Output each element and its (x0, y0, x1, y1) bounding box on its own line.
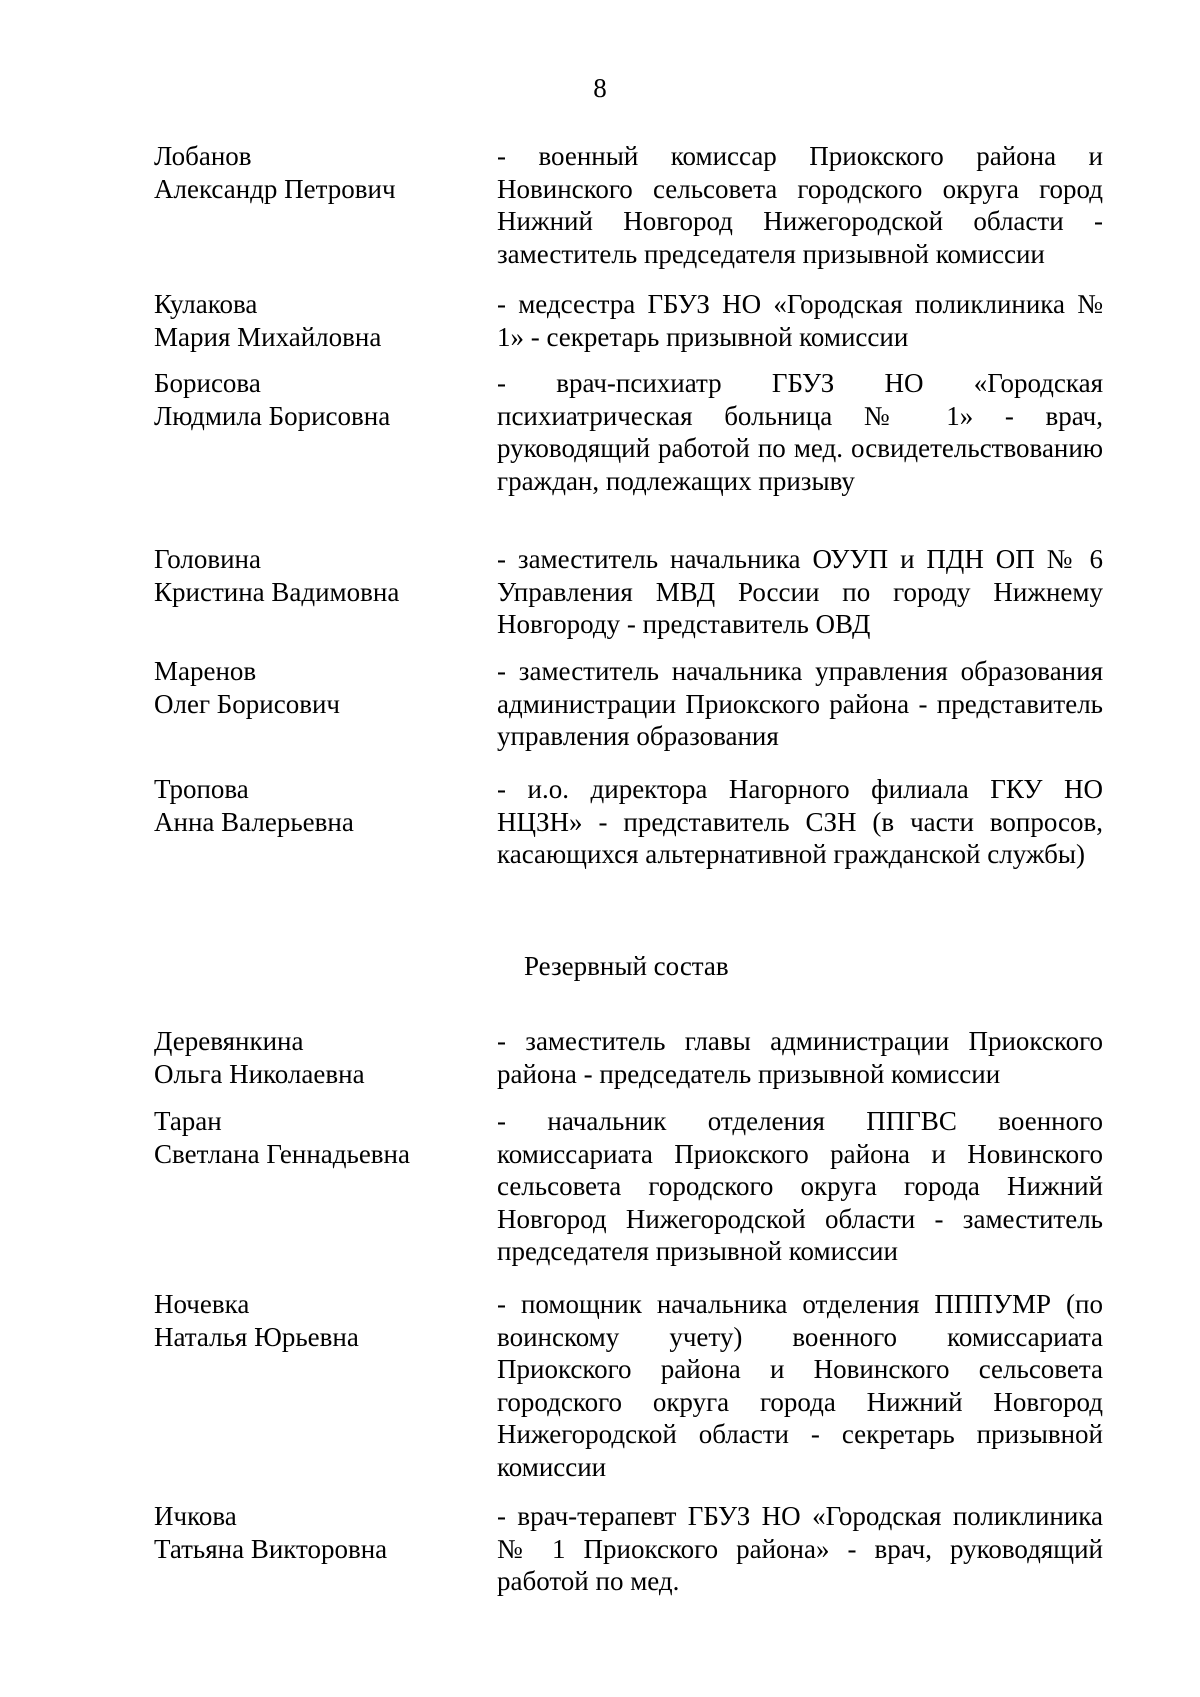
member-role: - заместитель начальника ОУУП и ПДН ОП № 6 Управления МВД России по городу Нижнему Новгороду - представитель ОВД (497, 544, 1103, 639)
member-name (154, 1500, 497, 1598)
member-name (154, 1105, 497, 1268)
member-given-names: Мария Михайловна (154, 321, 382, 352)
member-surname: Деревянкина (154, 1026, 304, 1056)
member-given-names: Александр Петрович (154, 173, 396, 204)
member-entry (154, 288, 1114, 353)
member-given-names: Анна Валерьевна (154, 806, 354, 837)
reserve-section-title: Резервный состав (524, 951, 729, 981)
member-surname: Таран (154, 1106, 222, 1136)
member-role: - военный комиссар Приокского района и Новинского сельсовета городского округа город Нижний Новгород Нижегородской области - заместитель председателя призывной комиссии (497, 141, 1103, 269)
member-given-names: Олег Борисович (154, 688, 340, 719)
member-name (154, 1025, 497, 1090)
member-name (154, 367, 497, 497)
member-surname: Маренов (154, 656, 257, 686)
member-entry (154, 140, 1114, 270)
member-role: - начальник отделения ППГВС военного комиссариата Приокского района и Новинского сельсовета городского округа города Нижний Новгород Нижегородской области - заместитель председателя призывной комиссии (497, 1106, 1103, 1266)
member-role: - врач-психиатр ГБУЗ НО «Городская психиатрическая больница № 1» - врач, руководящий работой по мед. освидетельствованию граждан, подлежащих призыву (497, 368, 1103, 496)
member-role: - заместитель начальника управления образования администрации Приокского района - представитель управления образования (497, 656, 1103, 751)
member-name (154, 288, 497, 353)
member-given-names: Татьяна Викторовна (154, 1533, 388, 1564)
member-surname: Головина (154, 544, 261, 574)
reserve-member-entry (154, 1288, 1114, 1483)
member-given-names: Кристина Вадимовна (154, 576, 400, 607)
member-surname: Борисова (154, 368, 261, 398)
member-surname: Ичкова (154, 1501, 237, 1531)
member-given-names: Ольга Николаевна (154, 1058, 365, 1089)
member-role: - и.о. директора Нагорного филиала ГКУ НО НЦЗН» - представитель СЗН (в части вопросов, касающихся альтернативной гражданской службы) (497, 774, 1103, 869)
member-name (154, 543, 497, 641)
member-surname: Лобанов (154, 141, 252, 171)
member-role: - помощник начальника отделения ПППУМР (по воинскому учету) военного комиссариата Приокского района и Новинского сельсовета городского округа города Нижний Новгород Нижегородской области - секретарь призывной комиссии (497, 1289, 1103, 1482)
member-given-names: Наталья Юрьевна (154, 1321, 359, 1352)
member-name (154, 655, 497, 753)
reserve-member-entry (154, 1105, 1114, 1268)
member-name (154, 140, 497, 270)
member-entry (154, 367, 1114, 497)
reserve-member-entry (154, 1500, 1114, 1598)
member-surname: Ночевка (154, 1289, 250, 1319)
member-given-names: Светлана Геннадьевна (154, 1138, 410, 1169)
member-surname: Тропова (154, 774, 249, 804)
member-entry (154, 543, 1114, 641)
member-role: - врач-терапевт ГБУЗ НО «Городская поликлиника № 1 Приокского района» - врач, руководящий работой по мед. (497, 1501, 1103, 1596)
member-entry (154, 773, 1114, 871)
member-role: - медсестра ГБУЗ НО «Городская поликлиника № 1» - секретарь призывной комиссии (497, 289, 1103, 352)
member-role: - заместитель главы администрации Приокского района - председатель призывной комиссии (497, 1026, 1103, 1089)
member-entry (154, 655, 1114, 753)
member-given-names: Людмила Борисовна (154, 400, 391, 431)
member-name (154, 773, 497, 871)
page-number: 8 (593, 73, 607, 103)
member-name (154, 1288, 497, 1483)
member-surname: Кулакова (154, 289, 258, 319)
reserve-member-entry (154, 1025, 1114, 1090)
